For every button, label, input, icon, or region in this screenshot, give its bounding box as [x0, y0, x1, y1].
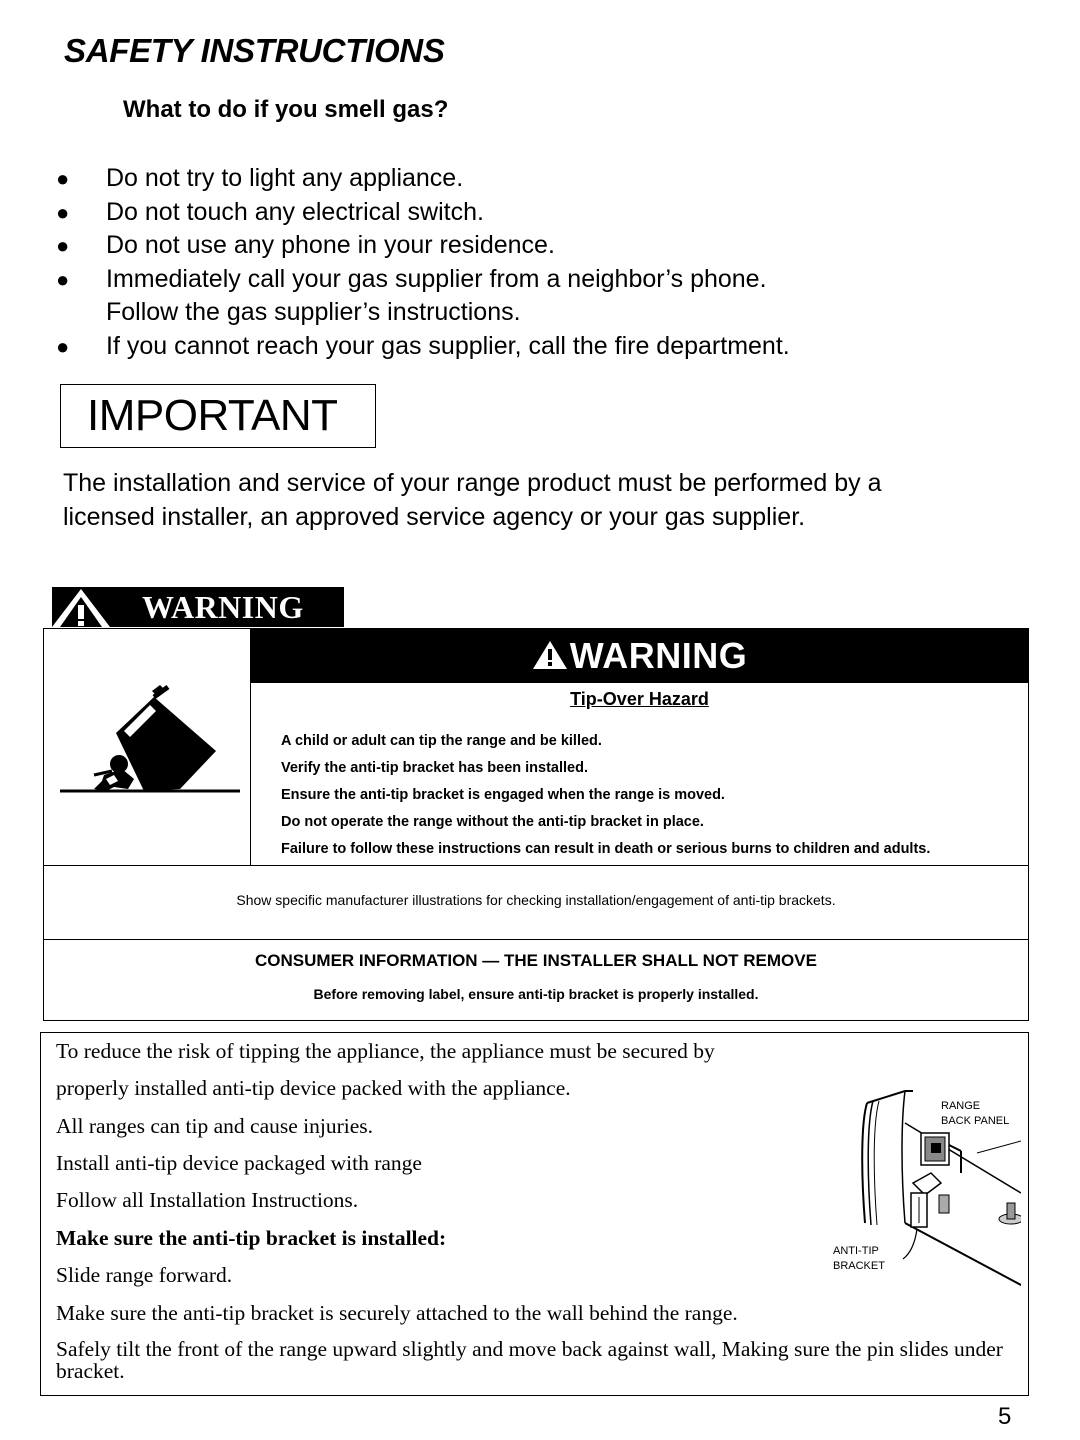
- list-item: [52, 196, 1012, 230]
- anti-tip-bracket-figure: [821, 1083, 1021, 1298]
- figure-label: RANGE: [941, 1100, 981, 1112]
- gas-steps-list: [52, 162, 1012, 364]
- list-item-text: Do not use any phone in your residence.: [106, 231, 555, 260]
- list-item-text: Follow the gas supplier’s instructions.: [106, 298, 521, 327]
- list-item: [52, 229, 1012, 263]
- warning-banner: [52, 587, 344, 627]
- important-box: [60, 384, 376, 448]
- tip-over-illustration: [44, 629, 251, 865]
- warning-label-header-word: WARNING: [569, 635, 748, 676]
- list-item: [52, 330, 1012, 364]
- instruction-text: All ranges can tip and cause injuries.: [56, 1114, 374, 1138]
- important-text: [63, 466, 1003, 534]
- warning-triangle-icon: [52, 587, 116, 627]
- divider: [44, 939, 1028, 940]
- warning-label-header-text: [532, 635, 748, 677]
- warning-line: Verify the anti-tip bracket has been installed.: [281, 760, 589, 776]
- list-item: [52, 162, 1012, 196]
- hazard-title: Tip-Over Hazard: [570, 689, 709, 709]
- important-label: IMPORTANT: [87, 391, 338, 440]
- bullet-icon: ●: [56, 333, 70, 359]
- consumer-information: CONSUMER INFORMATION — THE INSTALLER SHALL NOT REMOVE: [255, 951, 817, 970]
- anti-tip-instructions: [40, 1032, 1029, 1396]
- warning-banner-label: WARNING: [142, 589, 304, 625]
- list-item-text: Do not try to light any appliance.: [106, 164, 464, 192]
- instruction-heading: Make sure the anti-tip bracket is installed:: [56, 1226, 447, 1250]
- warning-triangle-icon: [532, 640, 568, 670]
- figure-label: ANTI-TIP: [833, 1245, 879, 1257]
- instruction-text: properly installed anti-tip device packed with the appliance.: [56, 1076, 571, 1100]
- instruction-text: Install anti-tip device packaged with range: [56, 1151, 422, 1175]
- bullet-icon: ●: [56, 233, 70, 259]
- divider: [44, 865, 1028, 866]
- illustration-note: Show specific manufacturer illustrations for checking installation/engagement of anti-tip brackets.: [236, 892, 836, 908]
- list-item-text: Immediately call your gas supplier from a neighbor’s phone.: [106, 264, 767, 293]
- warning-line: A child or adult can tip the range and be killed.: [281, 733, 602, 749]
- remove-note: Before removing label, ensure anti-tip bracket is properly installed.: [313, 986, 759, 1002]
- figure-label: BRACKET: [833, 1260, 885, 1272]
- tip-over-warning-label: [43, 628, 1029, 1021]
- tipping-range-icon: [44, 629, 251, 865]
- list-item-text: If you cannot reach your gas supplier, call the fire department.: [106, 331, 790, 360]
- bullet-icon: ●: [56, 266, 70, 292]
- instruction-text: Make sure the anti-tip bracket is securely attached to the wall behind the range.: [56, 1301, 738, 1325]
- instruction-text: Follow all Installation Instructions.: [56, 1188, 359, 1212]
- page-number: 5: [998, 1403, 1012, 1430]
- gas-subtitle: What to do if you smell gas?: [123, 96, 449, 123]
- warning-line: Do not operate the range without the anti-tip bracket in place.: [281, 814, 704, 830]
- instruction-text: Slide range forward.: [56, 1263, 233, 1287]
- warning-line: Failure to follow these instructions can result in death or serious burns to children and adults.: [281, 841, 931, 857]
- bullet-icon: ●: [56, 166, 70, 191]
- warning-label-header: [251, 629, 1028, 683]
- instruction-text: To reduce the risk of tipping the appliance, the appliance must be secured by: [56, 1039, 715, 1063]
- bullet-icon: ●: [56, 199, 70, 225]
- list-item: [52, 263, 1012, 330]
- page-title: SAFETY INSTRUCTIONS: [64, 32, 445, 69]
- instruction-text: Safely tilt the front of the range upward slightly and move back against wall, Making sure the pin slides under bracket.: [56, 1337, 1003, 1383]
- figure-label: BACK PANEL: [941, 1115, 1010, 1127]
- warning-label-lines: [281, 728, 930, 863]
- important-line: licensed installer, an approved service agency or your gas supplier.: [63, 503, 806, 531]
- list-item-text: Do not touch any electrical switch.: [106, 197, 484, 226]
- warning-line: Ensure the anti-tip bracket is engaged when the range is moved.: [281, 787, 725, 803]
- important-line: The installation and service of your range product must be performed by a: [63, 469, 882, 497]
